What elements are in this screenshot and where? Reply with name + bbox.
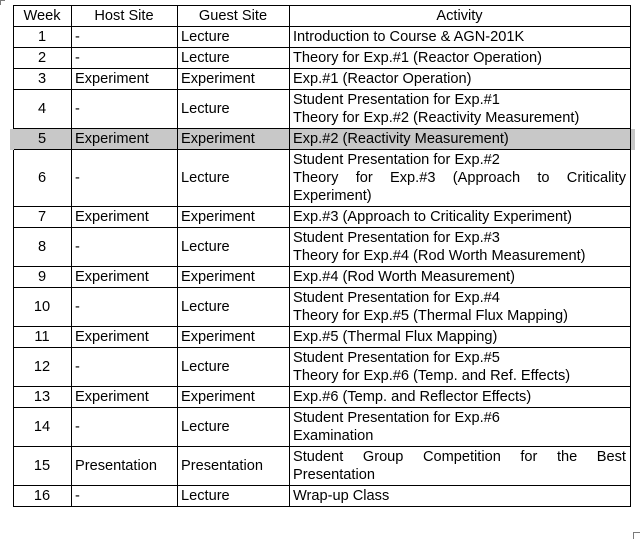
cell-guest-site: Lecture [178, 348, 290, 387]
activity-line: Exp.#1 (Reactor Operation) [293, 71, 472, 87]
header-host-site: Host Site [72, 6, 178, 27]
cell-activity [290, 69, 631, 90]
cell-activity [290, 129, 631, 150]
table-row [14, 447, 631, 486]
cell-week: 3 [14, 69, 72, 90]
cell-guest-site: Experiment [178, 387, 290, 408]
activity-line: Student Presentation for Exp.#1 [293, 92, 500, 108]
cell-host-site: Experiment [72, 129, 178, 150]
cell-guest-site: Presentation [178, 447, 290, 486]
cell-guest-site: Lecture [178, 228, 290, 267]
cell-week: 13 [14, 387, 72, 408]
activity-line: Student Presentation for Exp.#5 [293, 350, 500, 366]
cell-host-site: - [72, 90, 178, 129]
cell-week: 1 [14, 27, 72, 48]
activity-line: Exp.#5 (Thermal Flux Mapping) [293, 329, 498, 345]
activity-line: Exp.#6 (Temp. and Reflector Effects) [293, 389, 532, 405]
cell-activity [290, 228, 631, 267]
cell-host-site: - [72, 48, 178, 69]
cell-guest-site: Experiment [178, 267, 290, 288]
cell-guest-site: Lecture [178, 27, 290, 48]
header-activity: Activity [290, 6, 631, 27]
activity-line: Student Presentation for Exp.#3 [293, 230, 500, 246]
cell-week: 2 [14, 48, 72, 69]
cell-week: 15 [14, 447, 72, 486]
corner-mark-bottom-right [633, 532, 640, 539]
cell-host-site: - [72, 486, 178, 507]
activity-line: Student Presentation for Exp.#2 [293, 152, 500, 168]
cell-week: 9 [14, 267, 72, 288]
cell-guest-site: Experiment [178, 327, 290, 348]
activity-line: Theory for Exp.#6 (Temp. and Ref. Effects) [293, 368, 571, 384]
cell-activity [290, 348, 631, 387]
table-row [14, 48, 631, 69]
activity-line: Exp.#3 (Approach to Criticality Experiment) [293, 209, 573, 225]
cell-activity [290, 90, 631, 129]
table-row [14, 150, 631, 207]
cell-host-site: Experiment [72, 207, 178, 228]
cell-guest-site: Experiment [178, 69, 290, 90]
header-guest-site: Guest Site [178, 6, 290, 27]
cell-week: 10 [14, 288, 72, 327]
cell-guest-site: Lecture [178, 288, 290, 327]
table-header-row [14, 6, 631, 27]
activity-line: Theory for Exp.#2 (Reactivity Measurement) [293, 110, 580, 126]
cell-activity [290, 387, 631, 408]
table-row [14, 408, 631, 447]
cell-activity [290, 327, 631, 348]
table-row [14, 327, 631, 348]
activity-line: Introduction to Course & AGN-201K [293, 29, 525, 45]
activity-line: Student Group Competition for the Best Presentation [293, 449, 626, 483]
highlight-extension-right [631, 129, 635, 150]
cell-guest-site: Experiment [178, 207, 290, 228]
table-body [14, 27, 631, 507]
table-row [14, 207, 631, 228]
cell-guest-site: Lecture [178, 48, 290, 69]
activity-line: Exp.#4 (Rod Worth Measurement) [293, 269, 515, 285]
table-row [14, 90, 631, 129]
cell-activity [290, 48, 631, 69]
table-row [14, 69, 631, 90]
cell-activity [290, 207, 631, 228]
corner-mark-top-left [0, 0, 5, 5]
cell-activity [290, 447, 631, 486]
cell-guest-site: Lecture [178, 150, 290, 207]
activity-line: Student Presentation for Exp.#6 [293, 410, 500, 426]
cell-host-site: Experiment [72, 387, 178, 408]
table-row [14, 288, 631, 327]
cell-activity [290, 267, 631, 288]
cell-week: 4 [14, 90, 72, 129]
cell-guest-site: Lecture [178, 486, 290, 507]
cell-host-site: Experiment [72, 69, 178, 90]
cell-activity [290, 408, 631, 447]
activity-line: Theory for Exp.#5 (Thermal Flux Mapping) [293, 308, 568, 324]
cell-guest-site: Lecture [178, 90, 290, 129]
activity-line: Theory for Exp.#1 (Reactor Operation) [293, 50, 543, 66]
cell-host-site: - [72, 348, 178, 387]
cell-week: 14 [14, 408, 72, 447]
table-row [14, 348, 631, 387]
cell-activity [290, 288, 631, 327]
course-schedule-table [13, 5, 631, 507]
cell-week: 8 [14, 228, 72, 267]
cell-host-site: - [72, 27, 178, 48]
cell-host-site: Presentation [72, 447, 178, 486]
cell-activity [290, 150, 631, 207]
activity-line: Wrap-up Class [293, 488, 390, 504]
cell-guest-site: Lecture [178, 408, 290, 447]
cell-activity [290, 27, 631, 48]
cell-week: 12 [14, 348, 72, 387]
highlight-extension-left [10, 129, 14, 150]
cell-host-site: - [72, 150, 178, 207]
cell-host-site: - [72, 228, 178, 267]
cell-week: 7 [14, 207, 72, 228]
activity-line: Student Presentation for Exp.#4 [293, 290, 500, 306]
table-row [14, 267, 631, 288]
activity-line: Examination [293, 428, 374, 444]
cell-week: 5 [14, 129, 72, 150]
table-row [14, 27, 631, 48]
table-row [14, 486, 631, 507]
activity-line: Theory for Exp.#4 (Rod Worth Measurement) [293, 248, 586, 264]
cell-host-site: - [72, 288, 178, 327]
table-row [14, 228, 631, 267]
activity-line: Theory for Exp.#3 (Approach to Criticality Experiment) [293, 170, 626, 204]
activity-line: Exp.#2 (Reactivity Measurement) [293, 131, 509, 147]
cell-week: 16 [14, 486, 72, 507]
cell-week: 6 [14, 150, 72, 207]
cell-host-site: - [72, 408, 178, 447]
cell-guest-site: Experiment [178, 129, 290, 150]
header-week: Week [14, 6, 72, 27]
table-row [14, 129, 631, 150]
cell-host-site: Experiment [72, 267, 178, 288]
table-row [14, 387, 631, 408]
cell-week: 11 [14, 327, 72, 348]
cell-host-site: Experiment [72, 327, 178, 348]
cell-activity [290, 486, 631, 507]
